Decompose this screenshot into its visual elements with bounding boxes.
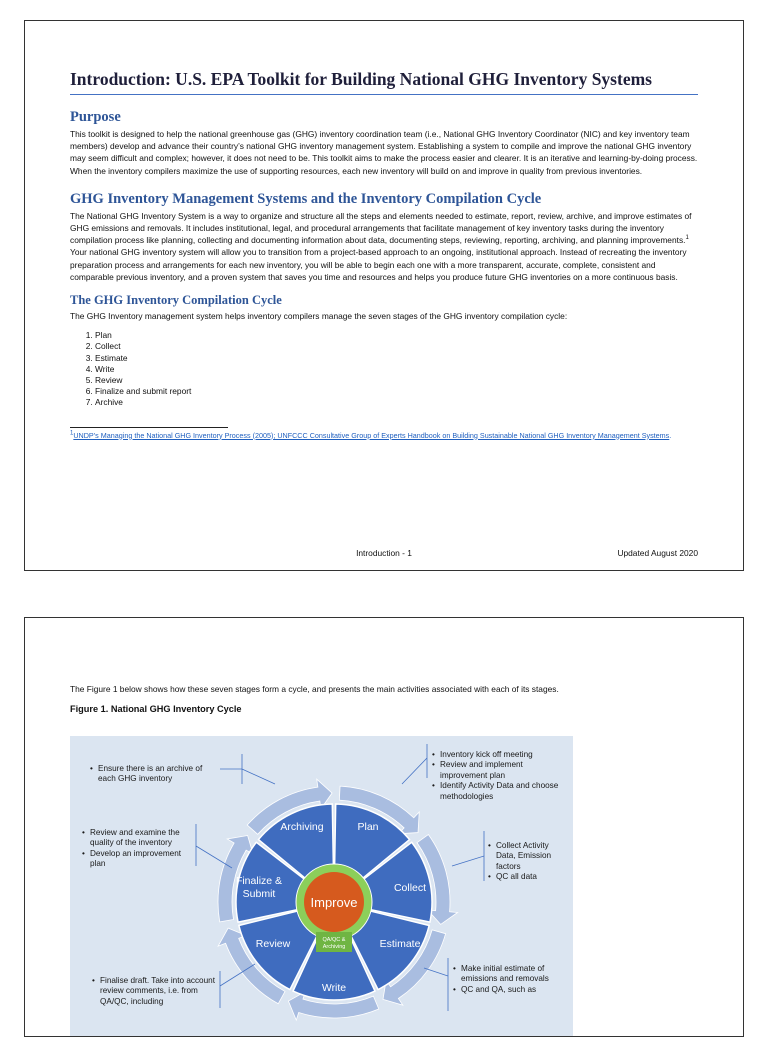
- inventory-cycle-figure: [70, 736, 573, 1036]
- management-text-b: Your national GHG inventory system will allow you to transition from a project-based approach to an ongoing, institutional approach. Instead of recreating the inventory preparation process and arrangements for each new inventory, you will be able to begin each one with a more transparent, accurate, complete, consistent and comparable previous inventory, and a proven system that saves you time and resources and helps you produce future GHG inventories on a more continuous basis.: [70, 247, 687, 282]
- cycle-intro: The GHG Inventory management system helps inventory compilers manage the seven stages of the GHG inventory compilation cycle:: [70, 311, 568, 322]
- leader-line: [402, 744, 427, 784]
- list-item: 3. Estimate: [95, 353, 698, 364]
- list-item: • QC and QA, such as: [453, 985, 565, 995]
- finalize-note: [82, 828, 194, 870]
- segment-label-finalize-2: Submit: [242, 888, 276, 900]
- management-paragraph: [70, 210, 698, 283]
- page-1-content: [70, 69, 698, 441]
- footnote: [70, 431, 698, 442]
- list-item: 1. Plan: [95, 330, 698, 341]
- document-page-1: [24, 20, 744, 571]
- footnote-suffix: .: [669, 430, 672, 440]
- segment-label-write: Write: [321, 982, 347, 994]
- footnote-reference[interactable]: 1: [685, 235, 689, 242]
- footnote-divider: [70, 427, 228, 428]
- list-item: 2. Collect: [95, 341, 698, 352]
- list-item: • Review and examine the quality of the inventory: [82, 828, 194, 849]
- updated-date: Updated August 2020: [617, 548, 698, 558]
- list-item: 7. Archive: [95, 397, 698, 408]
- figure-caption: Figure 1. National GHG Inventory Cycle: [70, 704, 242, 714]
- document-title: Introduction: U.S. EPA Toolkit for Building National GHG Inventory Systems: [70, 69, 698, 95]
- list-item: • Ensure there is an archive of each GHG inventory: [90, 764, 220, 785]
- footnote-link[interactable]: UNDP’s Managing the National GHG Inventory Process (2005); UNFCCC Consultative Group of Experts Handbook on Building Sustainable National GHG Inventory Management Systems: [73, 430, 670, 440]
- segment-label-archiving: Archiving: [280, 821, 324, 833]
- list-item: • Make initial estimate of emissions and removals: [453, 964, 565, 985]
- archive-note: [90, 764, 220, 785]
- list-item: • Review and implement improvement plan: [432, 760, 567, 781]
- cycle-heading: The GHG Inventory Compilation Cycle: [70, 293, 282, 308]
- estimate-note: [453, 964, 565, 995]
- leader-line: [452, 831, 484, 881]
- page-1-footer: [70, 548, 698, 560]
- purpose-heading: Purpose: [70, 109, 121, 125]
- segment-label-collect: Collect: [393, 882, 427, 894]
- management-heading: GHG Inventory Management Systems and the Inventory Compilation Cycle: [70, 190, 542, 207]
- segment-label-review: Review: [255, 938, 291, 950]
- page-number: Introduction - 1: [356, 548, 412, 558]
- list-item: • Finalise draft. Take into account review comments, i.e. from QA/QC, including: [92, 976, 220, 1007]
- list-item: • Inventory kick off meeting: [432, 750, 567, 760]
- management-text-a: The National GHG Inventory System is a way to organize and structure all the steps and elements needed to estimate, report, review, archive, and improve estimates of GHG emissions and removals. It includes institutional, legal, and procedural arrangements that facilitate management of key inventory tasks during the inventory compilation process like planning, collecting and documenting information about data, documenting steps, reviewing, reporting, archiving, and planning improvements.: [70, 210, 692, 246]
- collect-note: [488, 841, 568, 883]
- list-item: 4. Write: [95, 364, 698, 375]
- document-page-2: [24, 617, 744, 1037]
- purpose-paragraph: This toolkit is designed to help the national greenhouse gas (GHG) inventory coordination team (i.e., National GHG Inventory Coordinator (NIC) and key inventory team members) develop and advance their country’s national GHG inventory management system. Establishing a system to compile and improve the national GHG inventory may seem difficult and complex; however, it does not need to be. This toolkit aims to make the process easier and clearer. It is an iterative and learning-by-doing process. When the inventory compilers maximize the use of supporting resources, each new inventory will build on and improve in quality from previous inventories.: [70, 129, 698, 176]
- list-item: • Identify Activity Data and choose methodologies: [432, 781, 567, 802]
- review-note: [92, 976, 220, 1007]
- segment-label-plan: Plan: [357, 821, 379, 833]
- footnote-mark: 1: [70, 430, 74, 437]
- plan-note: [432, 750, 567, 802]
- stages-list: [70, 330, 698, 408]
- list-item: • Collect Activity Data, Emission factors: [488, 841, 568, 872]
- list-item: 6. Finalize and submit report: [95, 386, 698, 397]
- list-item: • QC all data: [488, 872, 568, 882]
- improve-label: Improve: [310, 895, 358, 910]
- list-item: • Develop an improvement plan: [82, 849, 194, 870]
- leader-line: [220, 754, 275, 784]
- qaqc-label-line-2: Archiving: [322, 944, 346, 950]
- list-item: 5. Review: [95, 375, 698, 386]
- qaqc-label-line-1: QA/QC &: [322, 937, 346, 943]
- figure-intro: The Figure 1 below shows how these seven stages form a cycle, and presents the main activities associated with each of its stages.: [70, 684, 559, 694]
- segment-label-estimate: Estimate: [379, 938, 421, 950]
- segment-label-finalize-1: Finalize &: [235, 875, 283, 887]
